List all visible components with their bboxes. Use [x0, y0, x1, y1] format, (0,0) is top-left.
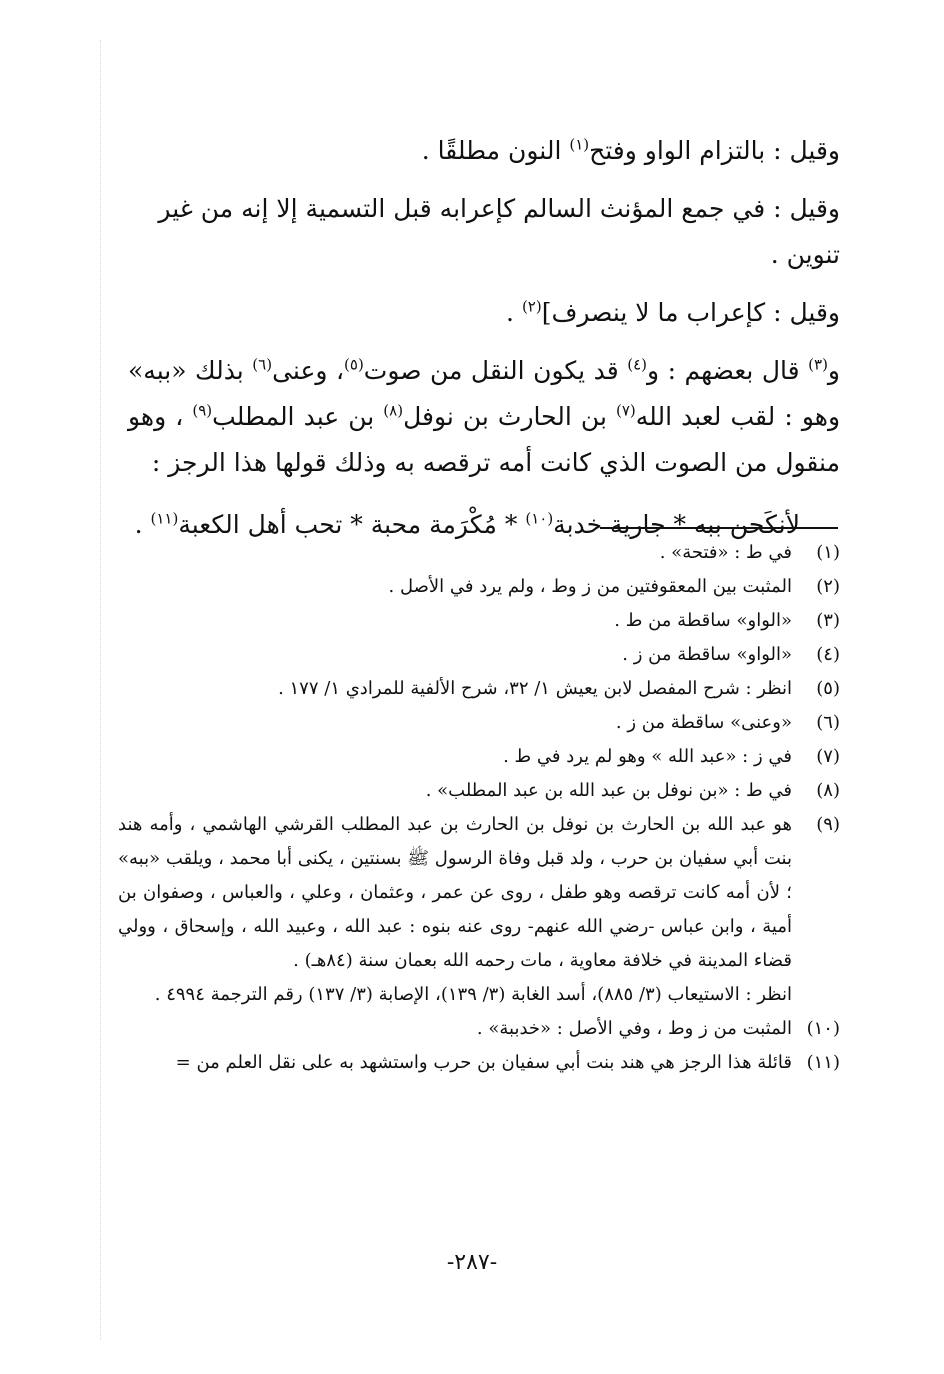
text-span: * مُكْرَمة محبة * تحب أهل الكعبة: [178, 510, 526, 539]
footnote-text: قائلة هذا الرجز هي هند بنت أبي سفيان بن حرب واستشهد به على نقل العلم من =: [175, 1052, 792, 1073]
footnote-9: [118, 808, 840, 1012]
footnote-text: «الواو» ساقطة من ط .: [614, 610, 792, 631]
footnote-10: [118, 1012, 840, 1046]
text-line-3: [128, 290, 840, 336]
text-span: .: [134, 510, 151, 539]
text-span: بذلك «ببه» وهو : لقب لعبد الله: [128, 356, 841, 431]
footnote-4: [118, 638, 840, 672]
text-span: قد يكون النقل من صوت: [363, 356, 628, 385]
text-span: و: [827, 356, 840, 385]
footnote-6: [118, 706, 840, 740]
footnote-text: «وعنى» ساقطة من ز .: [615, 712, 792, 733]
footnote-ref-1: (١): [569, 135, 590, 154]
text-span: .: [506, 298, 522, 327]
scan-margin-dots: [100, 40, 101, 1340]
footnote-ref-6: (٦): [252, 355, 273, 374]
main-text: [128, 128, 840, 548]
footnote-text: [118, 808, 792, 1012]
footnote-text: في ط : «بن نوفل بن عبد الله بن عبد المطلب» .: [425, 780, 792, 801]
footnote-number: (٨): [816, 780, 840, 801]
text-span: بن الحارث بن نوفل: [403, 402, 616, 431]
footnote-number: (١): [816, 542, 840, 563]
footnote-2: [118, 570, 840, 604]
footnotes: [118, 536, 840, 1080]
footnote-ref-9: (٩): [192, 401, 213, 420]
footnote-text: في ط : «فتحة» .: [659, 542, 792, 563]
text-span: ، وهو منقول من الصوت الذي كانت أمه ترقصه به وذلك قولها هذا الرجز :: [128, 402, 840, 477]
footnote-text: انظر : شرح المفصل لابن يعيش ١/ ٣٢، شرح الألفية للمرادي ١/ ١٧٧ .: [278, 678, 792, 699]
text-span: وقيل : كإعراب ما لا ينصرف]: [541, 298, 840, 327]
footnote-ref-7: (٧): [615, 401, 636, 420]
footnote-1: [118, 536, 840, 570]
footnote-reference-paragraph: انظر : الاستيعاب (٣/ ٨٨٥)، أسد الغابة (٣/ ١٣٩)، الإصابة (٣/ ١٣٧) رقم الترجمة ٤٩٩٤ .: [154, 984, 792, 1005]
footnote-text: المثبت من ز وط ، وفي الأصل : «خدببة» .: [476, 1018, 792, 1039]
footnote-ref-2: (٢): [521, 297, 542, 316]
footnote-text: «الواو» ساقطة من ز .: [622, 644, 792, 665]
footnote-number: (٦): [816, 712, 840, 733]
page-number: -٢٨٧-: [446, 1250, 498, 1275]
footnote-number: (٧): [816, 746, 840, 767]
footnote-number: (٣): [816, 610, 840, 631]
footnote-number: (٤): [816, 644, 840, 665]
text-span: بن عبد المطلب: [212, 402, 384, 431]
footnote-number: (١١): [806, 1052, 840, 1073]
footnote-5: [118, 672, 840, 706]
footnote-7: [118, 740, 840, 774]
text-span: وقيل : بالتزام الواو وفتح: [589, 136, 840, 165]
text-paragraph: [128, 348, 840, 486]
footnote-text: في ز : «عبد الله » وهو لم يرد في ط .: [503, 746, 792, 767]
footnote-ref-4: (٤): [627, 355, 648, 374]
footnote-text: المثبت بين المعقوفتين من ز وط ، ولم يرد في الأصل .: [388, 576, 792, 597]
footnote-separator: [600, 527, 838, 529]
footnote-number: (٥): [816, 678, 840, 699]
text-span: النون مطلقًا .: [421, 136, 570, 165]
text-span: قال بعضهم : و: [647, 356, 809, 385]
footnote-ref-10: (١٠): [525, 509, 554, 528]
footnote-number: (٢): [816, 576, 840, 597]
text-line-1: [128, 128, 840, 174]
footnote-11: [118, 1046, 840, 1080]
footnote-paragraph: هو عبد الله بن الحارث بن نوفل بن الحارث بن عبد المطلب القرشي الهاشمي ، وأمه هند بنت أبي سفيان بن حرب ، ولد قبل وفاة الرسول ﷺ بسنتين ، يكنى أبا محمد ، ويلقب «ببه» ؛ لأن أمه كانت ترقصه وهو طفل ، روى عن عمر ، وعثمان ، وعلي ، والعباس ، وصفوان بن أمية ، وابن عباس -رضي الله عنهم- روى عنه بنوه : عبد الله ، وعبيد الله ، وإسحاق ، وولي قضاء المدينة في خلافة معاوية ، مات رحمه الله بعمان سنة (٨٤هـ) .: [118, 814, 792, 971]
text-span: ، وعنى: [272, 356, 345, 385]
text-span: لأنكَحن ببه * جارية خدبة: [553, 510, 800, 539]
footnote-3: [118, 604, 840, 638]
footnote-ref-5: (٥): [344, 355, 364, 374]
footnote-ref-11: (١١): [150, 509, 179, 528]
text-line-2: وقيل : في جمع المؤنث السالم كإعرابه قبل التسمية إلا إنه من غير تنوين .: [158, 194, 840, 269]
footnote-ref-3: (٣): [808, 355, 828, 374]
footnote-number: (٩): [816, 814, 840, 835]
footnote-8: [118, 774, 840, 808]
footnote-ref-8: (٨): [383, 401, 404, 420]
footnote-number: (١٠): [806, 1018, 840, 1039]
